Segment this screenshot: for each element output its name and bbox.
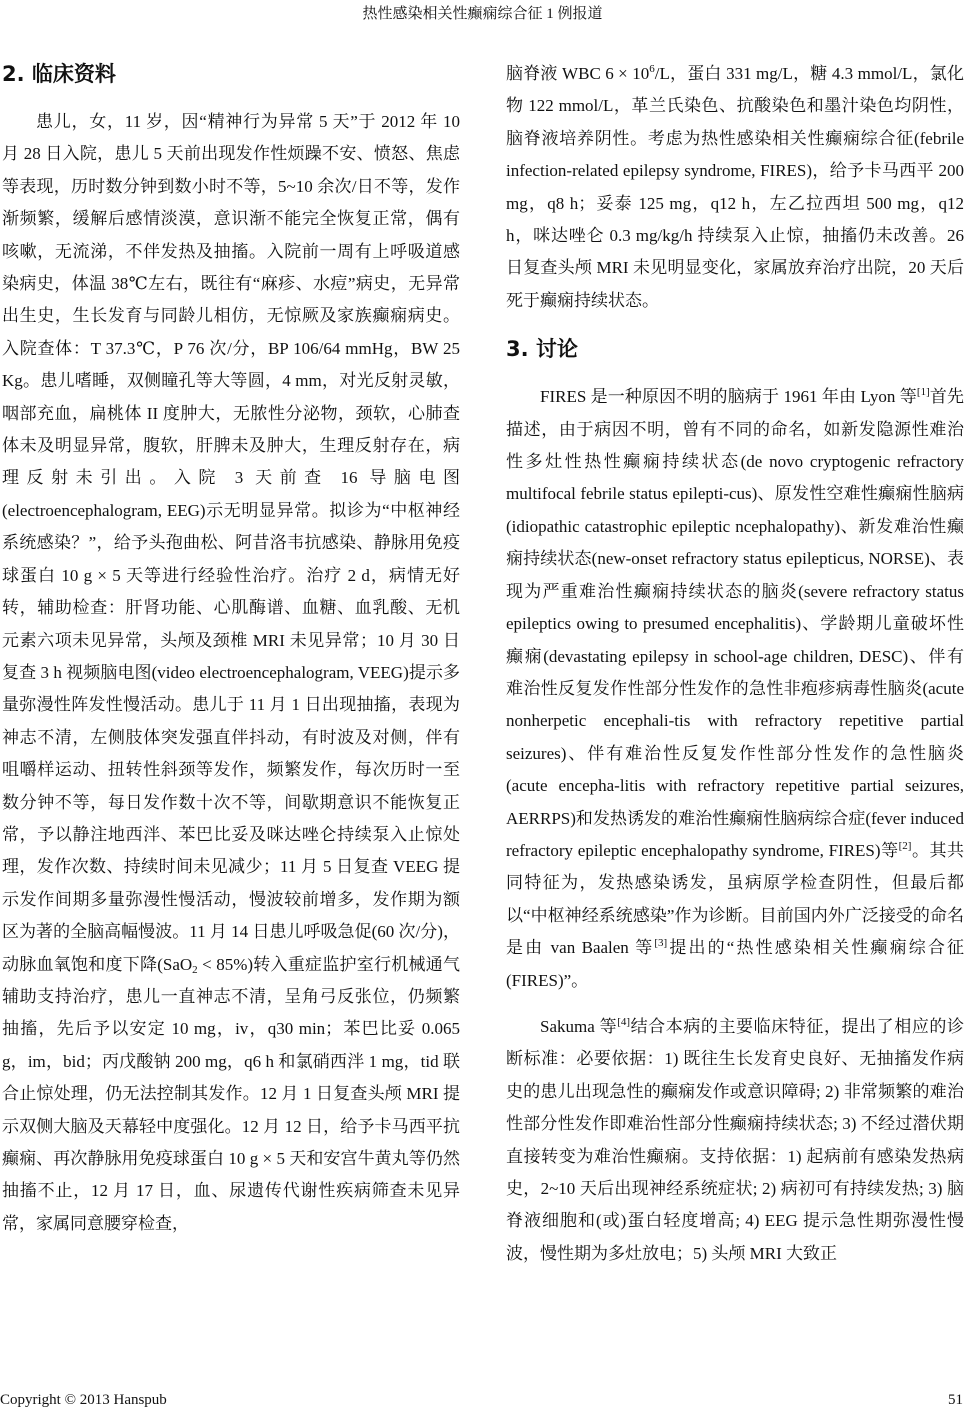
text-run: < 85%)转入重症监护室行机械通气辅助支持治疗，患儿一直神志不清，呈角弓反张位，仍频繁抽搐，先后予以安定 10 mg，iv，q30 min；苯巴比妥 0.065 g，im，bid；丙戊酸钠 200 mg，q6 h 和氯硝西泮 1 mg，tid 联合止惊处理，仍无法控制其发作。12 月 1 日复查头颅 MRI 提示双侧大脑及天幕轻中度强化。12 月 12 日，给予卡马西平抗癫痫、再次静脉用免疫球蛋白 10 g × 5 天和安宫牛黄丸等仍然抽搐不止，12 月 17 日，血、尿遗传代谢性疾病筛查未见异常，家属同意腰穿检查，: [2, 954, 460, 1233]
citation-ref: [4]: [617, 1015, 631, 1028]
section-heading-clinical-data: 2. 临床资料: [2, 62, 116, 86]
text-run: 脑脊液 WBC 6 × 10: [506, 64, 650, 83]
running-head: 热性感染相关性癫痫综合征 1 例报道: [362, 6, 603, 22]
section-heading-discussion: 3. 讨论: [506, 337, 578, 362]
text-run: 提出的“热性感染相关性癫痫综合征(FIRES)”。: [506, 938, 965, 990]
text-run: Sakuma 等: [540, 1016, 618, 1036]
text-run: 。其共同特征为，发热感染诱发，虽病原学检查阴性，但最后都以“中枢神经系统感染”作为诊断。目前国内外广泛接受的命名是由 van Baalen 等: [506, 840, 964, 958]
citation-ref: [3]: [654, 937, 668, 950]
citation-ref: [2]: [898, 839, 912, 852]
text-run: 首先描述，由于病因不明，曾有不同的命名，如新发隐源性难治性多灶性热性癫痫持续状态(de novo cryptogenic refractory multifocal febrile status epilepti-cus)、原发性空难性癫痫性脑病(idiopathic catastrophic epileptic ncephalopathy)、新发难治性癫痫持续状态(new-onset refractory status epilepticus, NORSE)、表现为严重难治性癫痫持续状态的脑炎(severe refractory status epileptics owing to presumed encephalitis)、学龄期儿童破坏性癫痫(devastating epilepsy in school-age children, DESC)、伴有难治性反复发作性部分性发作的急性非疱疹病毒性脑炎(acute nonherpetic encephali-tis with refractory repetitive partial seizures)、伴有难治性反复发作性部分性发作的急性脑炎(acute encepha-litis with refractory repetitive partial seizures, AERRPS)和发热诱发的难治性癫痫性脑病综合症(fever induced refractory epileptic encephalopathy syndrome, FIRES)等: [506, 387, 965, 860]
paragraph-continuation: [506, 58, 964, 317]
right-column: [506, 58, 964, 1270]
subscript: 2: [192, 963, 198, 976]
citation-ref: [1]: [916, 386, 930, 399]
superscript: 6: [649, 63, 655, 75]
paragraph: [506, 381, 964, 997]
page-number: 51: [948, 1392, 963, 1408]
paragraph: [506, 1011, 964, 1270]
text-run: 结合本病的主要临床特征，提出了相应的诊断标准：必要依据：1) 既往生长发育史良好、无抽搐发作病史的患儿出现急性的癫痫发作或意识障碍; 2) 非常频繁的难治性部分性发作即难治性部分性癫痫持续状态; 3) 不经过潜伏期直接转变为难治性癫痫。支持依据：1) 起病前有感染发热病史，2~10 天后出现神经系统症状; 2) 病初可有持续发热; 3) 脑脊液细胞和(或)蛋白轻度增高; 4) EEG 提示急性期弥漫性慢波，慢性期为多灶放电；5) 头颅 MRI 大致正: [506, 1016, 964, 1263]
text-run: FIRES 是一种原因不明的脑病于 1961 年由 Lyon 等: [540, 387, 917, 407]
paragraph: [2, 106, 460, 1240]
footer-copyright: Copyright © 2013 Hanspub: [0, 1392, 167, 1408]
text-run: 患儿，女，11 岁，因“精神行为异常 5 天”于 2012 年 10 月 28 日入院，患儿 5 天前出现发作性烦躁不安、愤怒、焦虑等表现，历时数分钟到数小时不等，5~10 余次/日不等，发作渐频繁，缓解后感情淡漠，意识渐不能完全恢复正常，偶有咳嗽，无流涕，不伴发热及抽搐。入院前一周有上呼吸道感染病史，体温 38℃左右，既往有“麻疹、水痘”病史，无异常出生史，生长发育与同龄儿相仿，无惊厥及家族癫痫病史。入院查体：T 37.3℃，P 76 次/分，BP 106/64 mmHg，BW 25 Kg。患儿嗜睡，双侧瞳孔等大等圆，4 mm，对光反射灵敏，咽部充血，扁桃体 II 度肿大，无脓性分泌物，颈软，心肺查体未及明显异常，腹软，肝脾未及肿大，生理反射存在，病理反射未引出。入院 3 天前查 16 导脑电图(electroencephalogram, EEG)示无明显异常。拟诊为“中枢神经系统感染？”，给予头孢曲松、阿昔洛韦抗感染、静脉用免疫球蛋白 10 g × 5 天等进行经验性治疗。治疗 2 d，病情无好转，辅助检查：肝肾功能、心肌酶谱、血糖、血乳酸、无机元素六项未见异常，头颅及颈椎 MRI 未见异常；10 月 30 日复查 3 h 视频脑电图(video electroencephalogram, VEEG)提示多量弥漫性阵发性慢活动。患儿于 11 月 1 日出现抽搐，表现为神志不清，左侧肢体突发强直伴抖动，有时波及对侧，伴有咀嚼样运动、扭转性斜颈等发作，频繁发作，每次历时一至数分钟不等，每日发作数十次不等，间歇期意识不能恢复正常，予以静注地西泮、苯巴比妥及咪达唑仑持续泵入止惊处理，发作次数、持续时间未见减少；11 月 5 日复查 VEEG 提示发作间期多量弥漫性慢活动，慢波较前增多，发作期为额区为著的全脑高幅慢波。11 月 14 日患儿呼吸急促(60 次/分)，动脉血氧饱和度下降(SaO: [2, 112, 460, 974]
text-run: /L，蛋白 331 mg/L，糖 4.3 mmol/L，氯化物 122 mmol/L，革兰氏染色、抗酸染色和墨汁染色均阴性，脑脊液培养阴性。考虑为热性感染相关性癫痫综合征(febrile infection-related epilepsy syndrome, FIRES)，给予卡马西平 200 mg，q8 h；妥泰 125 mg，q12 h，左乙拉西坦 500 mg，q12 h，咪达唑仑 0.3 mg/kg/h 持续泵入止惊，抽搐仍未改善。26 日复查头颅 MRI 未见明显变化，家属放弃治疗出院，20 天后死于癫痫持续状态。: [506, 64, 964, 310]
left-column: [2, 58, 460, 1240]
